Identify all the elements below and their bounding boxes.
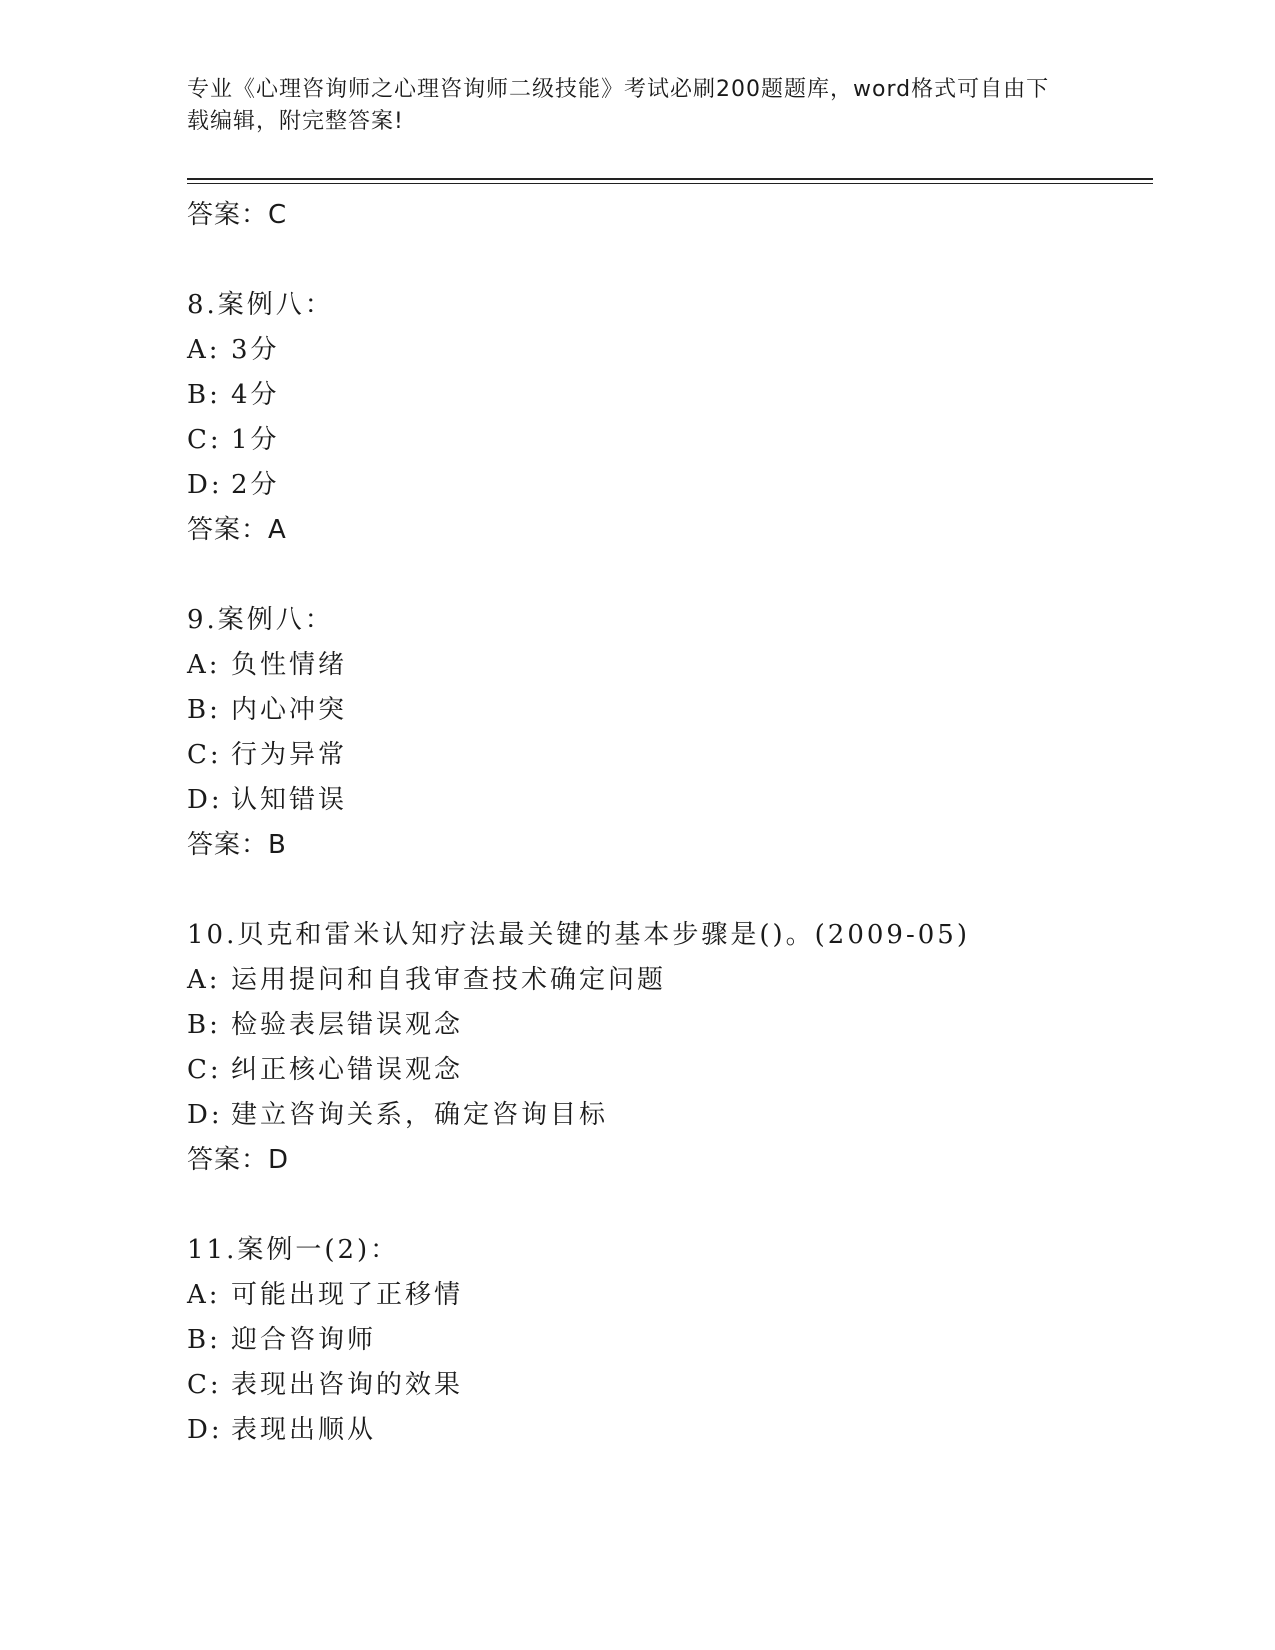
- option-text: 1分: [231, 425, 280, 455]
- option-text: 负性情绪: [231, 650, 348, 680]
- option-text: 4分: [231, 380, 280, 410]
- option-letter: C:: [187, 740, 222, 770]
- question-stem: 9.案例八：: [187, 605, 334, 635]
- option-text: 建立咨询关系，确定咨询目标: [231, 1100, 609, 1130]
- option-text: 迎合咨询师: [231, 1325, 377, 1355]
- option-text: 运用提问和自我审查技术确定问题: [231, 965, 667, 995]
- option-text: 表现出顺从: [231, 1415, 377, 1445]
- question-list: [187, 193, 1147, 1453]
- option-letter: A:: [187, 1280, 221, 1310]
- question-item: [187, 913, 1147, 1183]
- option-a: [187, 1273, 1147, 1318]
- option-text: 检验表层错误观念: [231, 1010, 464, 1040]
- header-divider-thick: [187, 178, 1153, 180]
- option-text: 表现出咨询的效果: [231, 1370, 464, 1400]
- option-letter: B:: [187, 695, 221, 725]
- option-letter: D:: [187, 470, 223, 500]
- answer-line: 答案：B: [187, 830, 287, 860]
- option-d: [187, 463, 1147, 508]
- answer-line: 答案：C: [187, 200, 288, 230]
- option-b: [187, 688, 1147, 733]
- option-d: [187, 778, 1147, 823]
- option-letter: C:: [187, 1370, 222, 1400]
- answer-line: 答案：D: [187, 1145, 290, 1175]
- option-c: [187, 1363, 1147, 1408]
- question-item: [187, 1228, 1147, 1453]
- option-a: [187, 958, 1147, 1003]
- option-text: 可能出现了正移情: [231, 1280, 464, 1310]
- option-text: 内心冲突: [231, 695, 348, 725]
- option-letter: B:: [187, 380, 221, 410]
- option-text: 纠正核心错误观念: [231, 1055, 464, 1085]
- option-b: [187, 373, 1147, 418]
- question-item: [187, 283, 1147, 553]
- question-item: [187, 598, 1147, 868]
- question-stem: 11.案例一(2)：: [187, 1235, 400, 1265]
- option-c: [187, 418, 1147, 463]
- document-intro: 专业《心理咨询师之心理咨询师二级技能》考试必刷200题题库，word格式可自由下载编辑，附完整答案!: [187, 77, 1050, 134]
- option-letter: C:: [187, 1055, 222, 1085]
- option-a: [187, 643, 1147, 688]
- option-letter: D:: [187, 1100, 223, 1130]
- question-stem: 8.案例八：: [187, 290, 334, 320]
- option-text: 行为异常: [231, 740, 348, 770]
- option-text: 2分: [231, 470, 280, 500]
- option-letter: A:: [187, 335, 221, 365]
- option-letter: B:: [187, 1010, 221, 1040]
- option-d: [187, 1093, 1147, 1138]
- question-stem: 10.贝克和雷米认知疗法最关键的基本步骤是()。(2009-05): [187, 920, 970, 950]
- option-letter: C:: [187, 425, 222, 455]
- option-letter: B:: [187, 1325, 221, 1355]
- option-letter: A:: [187, 965, 221, 995]
- answer-line: 答案：A: [187, 515, 287, 545]
- option-b: [187, 1318, 1147, 1363]
- option-b: [187, 1003, 1147, 1048]
- option-c: [187, 1048, 1147, 1093]
- header-divider-thin: [187, 183, 1153, 184]
- option-c: [187, 733, 1147, 778]
- option-a: [187, 328, 1147, 373]
- option-letter: D:: [187, 785, 223, 815]
- option-text: 3分: [231, 335, 280, 365]
- option-letter: D:: [187, 1415, 223, 1445]
- option-letter: A:: [187, 650, 221, 680]
- option-d: [187, 1408, 1147, 1453]
- option-text: 认知错误: [231, 785, 348, 815]
